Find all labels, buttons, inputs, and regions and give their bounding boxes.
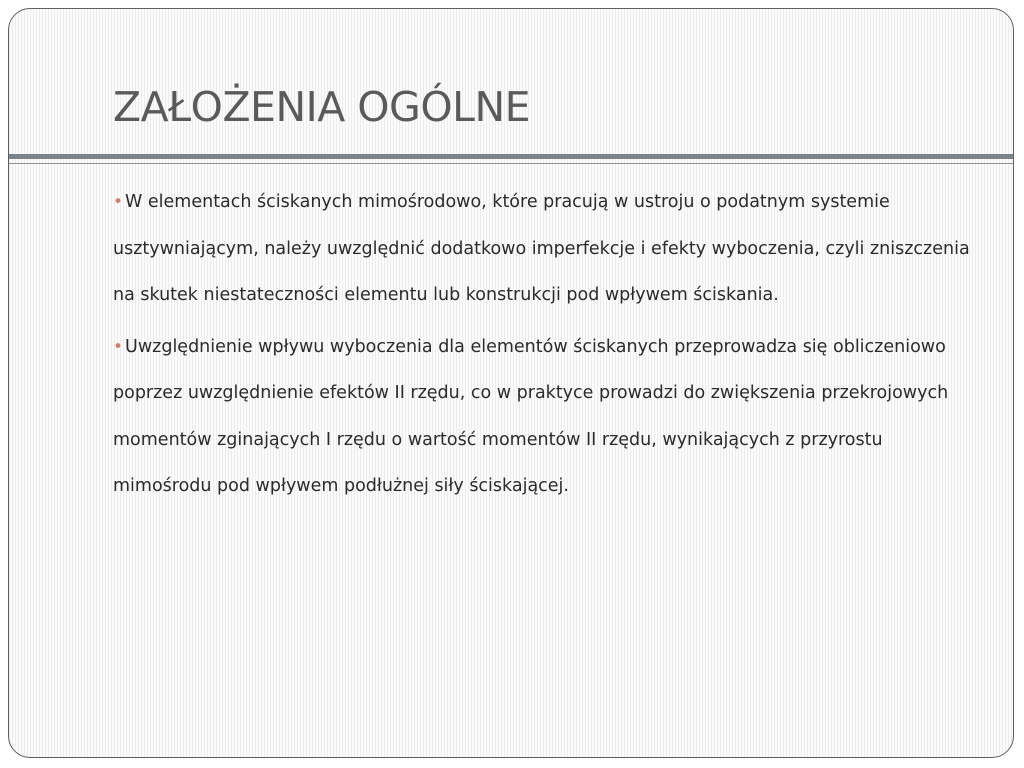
bullet-paragraph-2 (113, 324, 973, 510)
slide-frame (8, 8, 1014, 758)
slide-content (113, 179, 973, 515)
bullet-dot-icon: • (113, 336, 124, 357)
paragraph-2-text: Uwzględnienie wpływu wyboczenia dla elementów ściskanych przeprowadza się obliczeniowo poprzez uwzględnienie efektów II rzędu, co w praktyce prowadzi do zwiększenia przekrojowych momentów zginających I rzędu o wartość momentów II rzędu, wynikających z przyrostu mimośrodu pod wpływem podłużnej siły ściskającej. (113, 336, 949, 496)
paragraph-1-text: W elementach ściskanych mimośrodowo, które pracują w ustroju o podatnym systemie usztywniającym, należy uwzględnić dodatkowo imperfekcje i efekty wyboczenia, czyli zniszczenia na skutek niestateczności elementu lub konstrukcji pod wpływem ściskania. (113, 192, 970, 305)
bullet-paragraph-1 (113, 179, 973, 319)
bullet-dot-icon: • (113, 192, 124, 212)
title-divider-thin (8, 163, 1014, 164)
slide-title: ZAŁOŻENIA OGÓLNE (113, 83, 531, 131)
title-divider-thick (8, 154, 1014, 159)
